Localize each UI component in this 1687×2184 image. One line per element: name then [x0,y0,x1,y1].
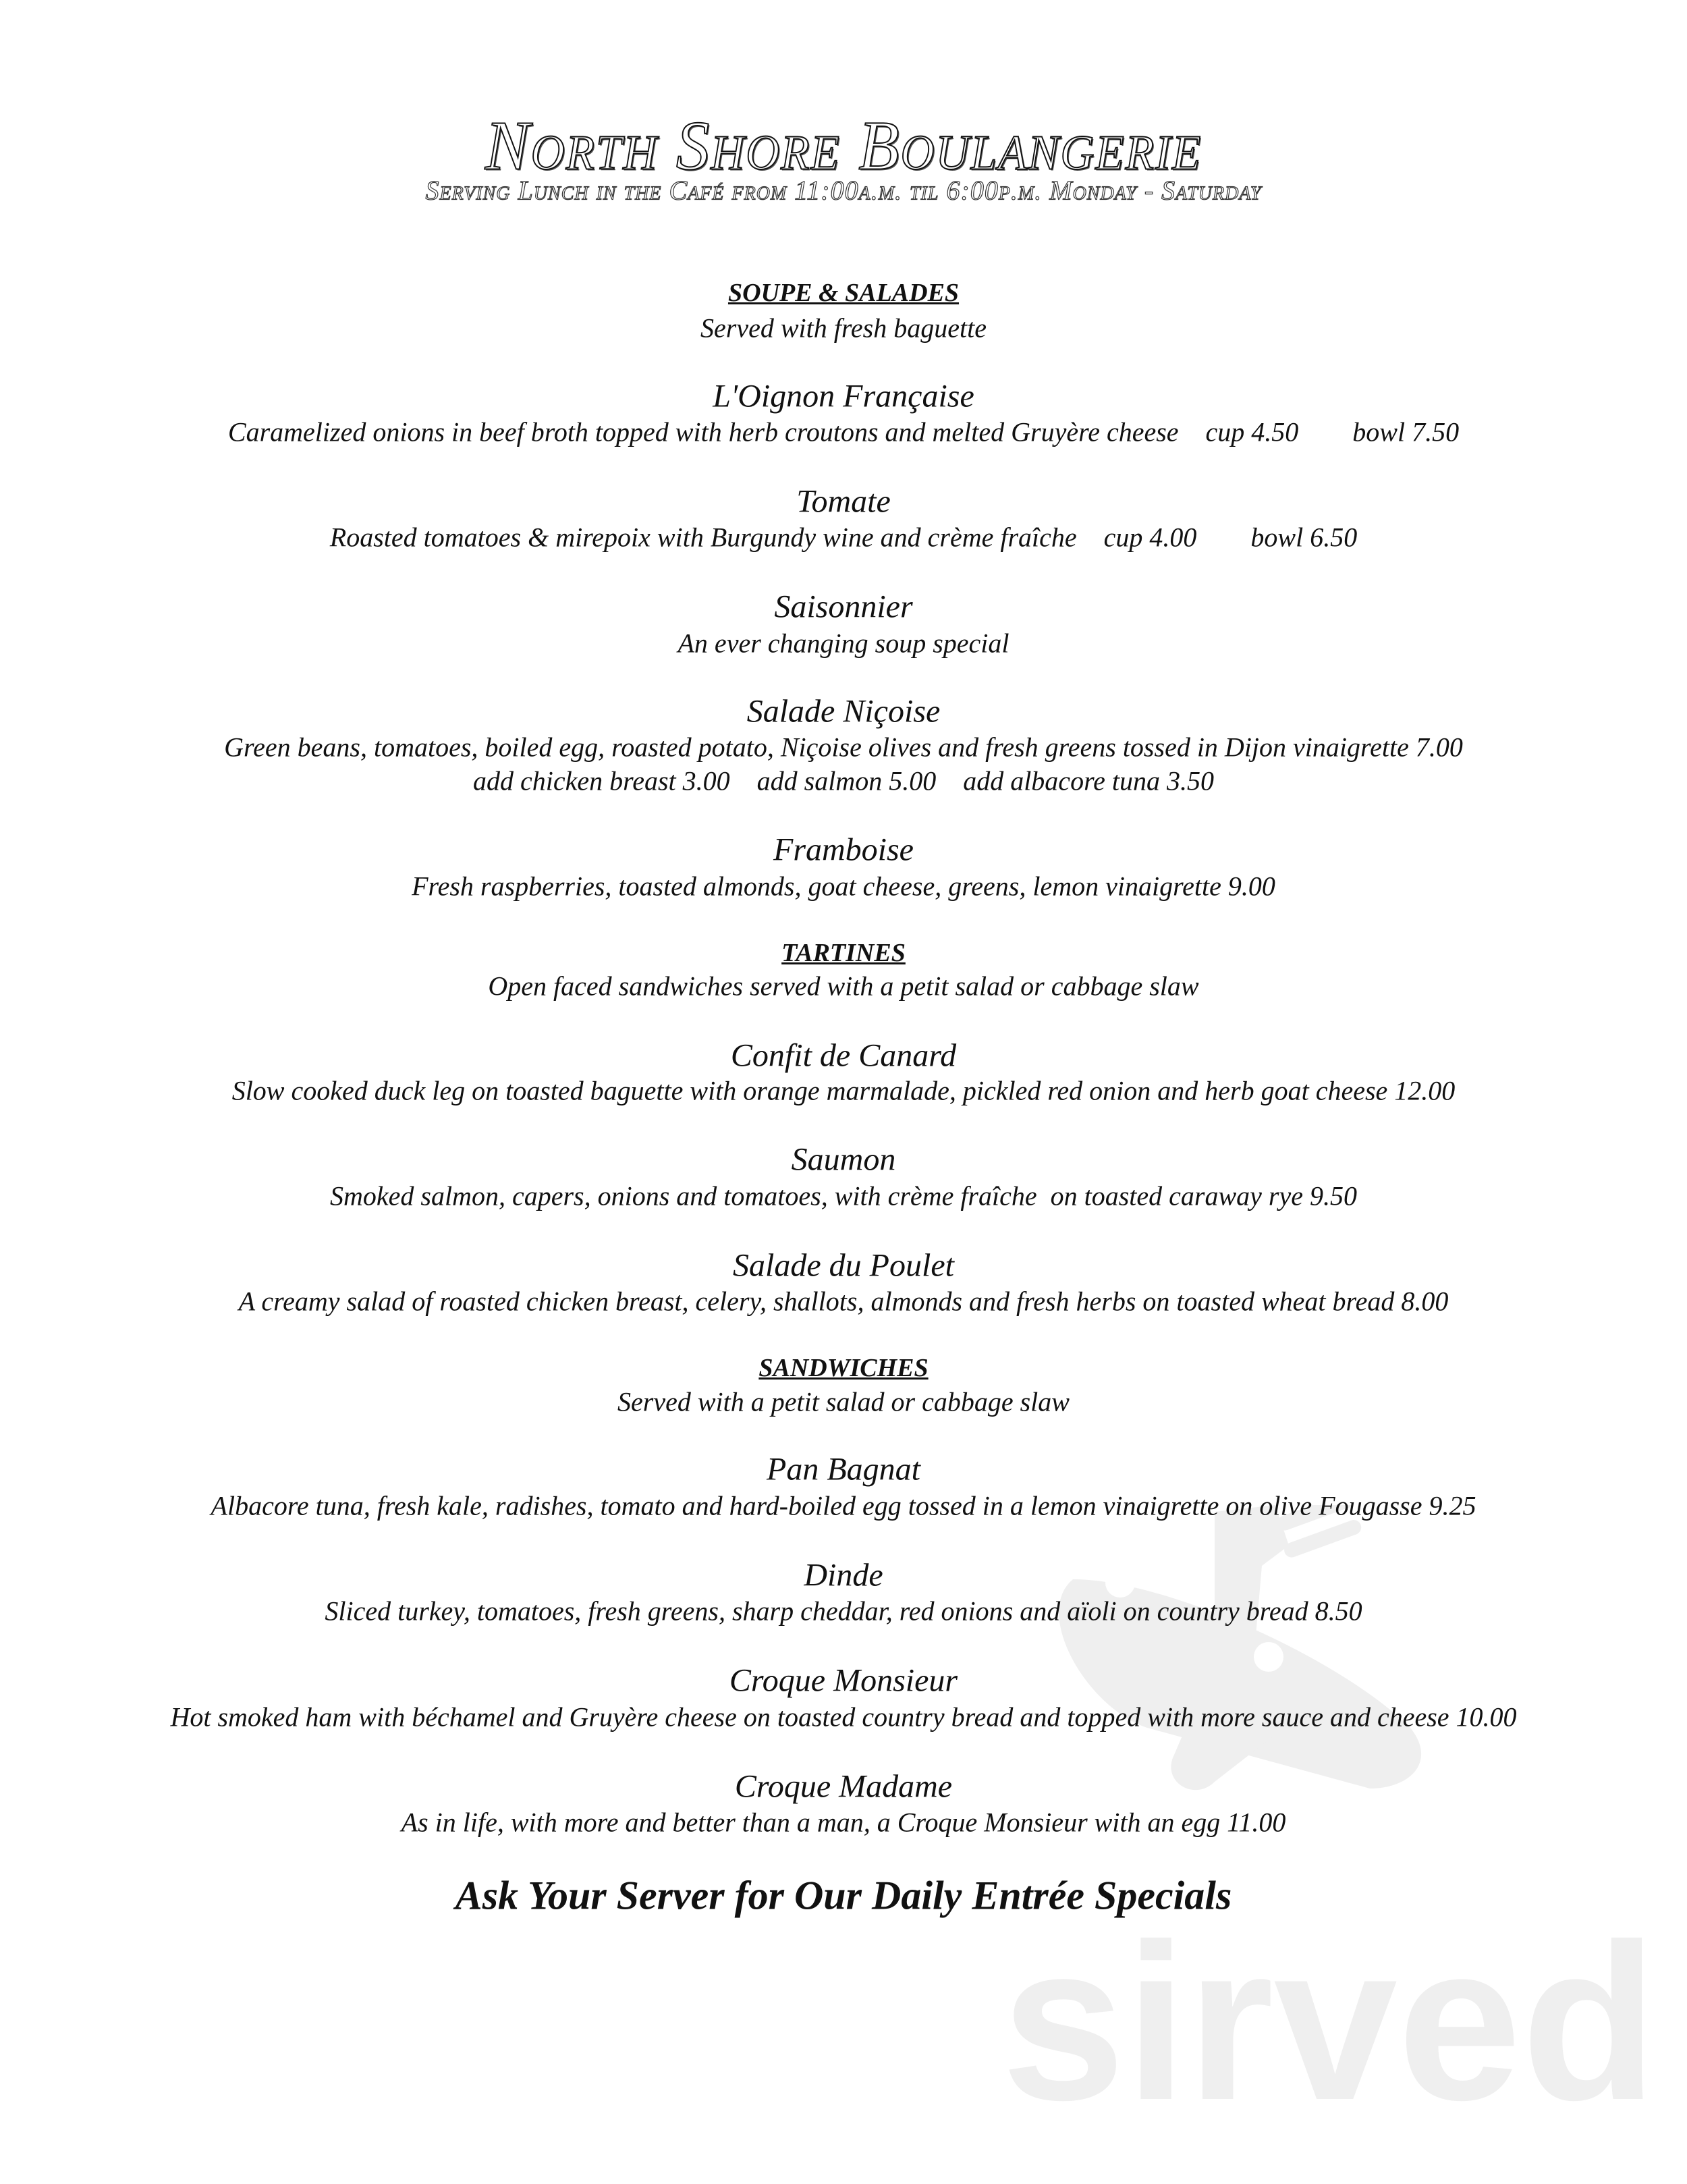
section-subheading: Open faced sandwiches served with a petit salad or cabbage slaw [488,971,1199,1002]
specials-note: Ask Your Server for Our Daily Entrée Specials [455,1873,1232,1918]
menu-item-description: Sliced turkey, tomatoes, fresh greens, sharp cheddar, red onions and aïoli on country bread 8.50 [325,1595,1362,1627]
menu-item-name: Croque Madame [734,1768,953,1805]
menu-item-description: An ever changing soup special [677,628,1010,659]
menu-item-description: Roasted tomatoes & mirepoix with Burgundy wine and crème fraîche cup 4.00 bowl 6.50 [329,522,1358,553]
menu-item-description: Caramelized onions in beef broth topped with herb croutons and melted Gruyère cheese cup 4.50 bowl 7.50 [227,416,1460,447]
menu-item-name: Confit de Canard [730,1037,957,1074]
service-hours: Serving Lunch in the Café from 11:00a.m. til 6:00p.m. Monday - Saturday [425,175,1262,206]
section-heading: SANDWICHES [758,1354,929,1382]
menu-item-description: Fresh raspberries, toasted almonds, goat cheese, greens, lemon vinaigrette 9.00 [412,871,1275,902]
watermark-text: sirved [1001,1897,1658,2112]
menu-item-name: Pan Bagnat [767,1451,920,1487]
menu-item-description: As in life, with more and better than a man, a Croque Monsieur with an egg 11.00 [401,1807,1286,1838]
menu-item-name: Dinde [804,1557,883,1593]
menu-item-name: L'Oignon Française [713,378,974,414]
section-subheading: Served with a petit salad or cabbage slaw [617,1386,1070,1417]
menu-item-name: Framboise [773,831,914,868]
menu-item-description: Hot smoked ham with béchamel and Gruyère cheese on toasted country bread and topped with more sauce and cheese 10.00 [170,1701,1517,1732]
fork-knife-icon [1059,1505,1421,1790]
menu-item-description: A creamy salad of roasted chicken breast, celery, shallots, almonds and fresh herbs on toasted wheat bread 8.00 [238,1286,1449,1317]
menu-item-description: Slow cooked duck leg on toasted baguette with orange marmalade, pickled red onion and herb goat cheese 12.00 [231,1075,1456,1106]
section-heading: TARTINES [781,939,906,967]
menu-item-description: Smoked salmon, capers, onions and tomatoes, with crème fraîche on toasted caraway rye 9.50 [329,1180,1357,1211]
menu-item-addons: add chicken breast 3.00 add salmon 5.00 add albacore tuna 3.50 [472,765,1215,796]
menu-item-name: Salade Niçoise [746,693,941,730]
menu-item-name: Salade du Poulet [733,1247,954,1284]
section-subheading: Served with fresh baguette [700,312,987,344]
menu-item-name: Tomate [796,483,891,520]
menu-item-description: Albacore tuna, fresh kale, radishes, tomato and hard-boiled egg tossed in a lemon vinaigrette on olive Fougasse 9.25 [211,1490,1476,1521]
menu-item-name: Croque Monsieur [729,1662,958,1699]
menu-item-name: Saumon [791,1141,896,1178]
menu-item-description: Green beans, tomatoes, boiled egg, roasted potato, Niçoise olives and fresh greens tossed in Dijon vinaigrette 7.00 [224,732,1463,763]
section-heading: SOUPE & SALADES [727,279,960,307]
menu-item-name: Saisonnier [774,589,913,625]
restaurant-name: North Shore Boulangerie [485,107,1202,185]
